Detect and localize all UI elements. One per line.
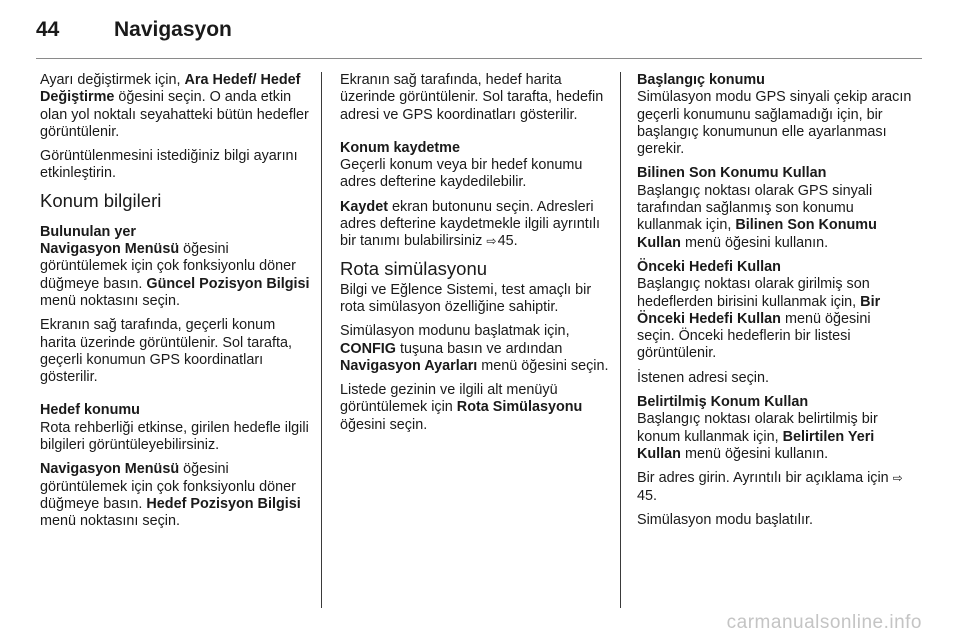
page-reference-arrow-icon: ⇨	[892, 471, 903, 486]
subheading-bulunulan-yer: Bulunulan yer	[40, 223, 136, 240]
paragraph: Başlangıç noktası olarak belirtilmiş bir konum kullanmak için, Belirtilen Yeri Kullan menü öğesini kullanın.	[637, 411, 878, 462]
column-3	[637, 72, 912, 536]
paragraph: Rota rehberliği etkinse, girilen hedefle ilgili bilgileri görüntüleyebilirsiniz.	[40, 419, 309, 454]
subheading-onceki-hedef: Önceki Hedefi Kullan	[637, 258, 781, 275]
paragraph: Bir adres girin. Ayrıntılı bir açıklama için ⇨ 45.	[637, 470, 903, 504]
page-reference[interactable]: 45.	[637, 487, 658, 504]
subheading-belirtilmis-konum: Belirtilmiş Konum Kullan	[637, 394, 809, 411]
paragraph: Geçerli konum veya bir hedef konumu adres defterine kaydedilebilir.	[340, 157, 583, 191]
page-reference-arrow-icon: ⇨	[486, 234, 497, 249]
paragraph: Ekranın sağ tarafında, hedef harita üzerinde görüntülenir. Sol tarafta, hedefin adresi ve GPS koordinatları gösterilir.	[340, 72, 604, 123]
column-2	[340, 72, 612, 441]
watermark: carmanualsonline.info	[726, 612, 922, 633]
paragraph: Simülasyon modunu başlatmak için, CONFIG tuşuna basın ve ardından Navigasyon Ayarları menü öğesini seçin.	[340, 323, 609, 374]
paragraph: Listede gezinin ve ilgili alt menüyü görüntülemek için Rota Simülasyonu öğesini seçin.	[340, 382, 583, 433]
paragraph: Ekranın sağ tarafında, geçerli konum harita üzerinde görüntülenir. Sol tarafta, geçerli konumun GPS koordinatları gösterilir.	[40, 317, 292, 386]
paragraph: Navigasyon Menüsü öğesini görüntülemek için çok fonksiyonlu döner düğmeye basın. Hedef Pozisyon Bilgisi menü noktasını seçin.	[40, 461, 301, 530]
paragraph: Navigasyon Menüsü öğesini görüntülemek için çok fonksiyonlu döner düğmeye basın. Güncel Pozisyon Bilgisi menü noktasını seçin.	[40, 241, 310, 309]
paragraph: Simülasyon modu başlatılır.	[637, 511, 813, 528]
header-rule	[36, 58, 922, 59]
paragraph: Ayarı değiştirmek için, Ara Hedef/ Hedef Değiştirme öğesini seçin. O anda etkin olan yol noktalı seyahatteki bütün hedefler görüntülenir.	[40, 72, 309, 140]
column-divider-1	[321, 72, 322, 608]
column-1	[40, 72, 310, 538]
page-reference[interactable]: 45.	[497, 233, 518, 250]
paragraph: Kaydet ekran butonunu seçin. Adresleri adres defterine kaydetmekle ilgili ayrıntılı bir tanımı bulabilirsiniz ⇨ 45.	[340, 198, 600, 250]
section-title: Navigasyon	[114, 18, 232, 41]
heading-rota-simulasyonu: Rota simülasyonu	[340, 257, 488, 279]
subheading-hedef-konumu: Hedef konumu	[40, 402, 140, 419]
heading-konum-bilgileri: Konum bilgileri	[40, 189, 162, 211]
subheading-bilinen-son-konum: Bilinen Son Konumu Kullan	[637, 165, 827, 182]
subheading-baslangic-konumu: Başlangıç konumu	[637, 72, 765, 88]
column-divider-2	[620, 72, 621, 608]
paragraph: Bilgi ve Eğlence Sistemi, test amaçlı bir rota simülasyon özelliğine sahiptir.	[340, 281, 592, 315]
paragraph: Simülasyon modu GPS sinyali çekip aracın geçerli konumunu sağlamadığı için, bir başlangıç konumunun elle ayarlanması gerekir.	[637, 89, 912, 158]
page-header	[36, 18, 922, 58]
paragraph: İstenen adresi seçin.	[637, 369, 769, 386]
page-number: 44	[36, 18, 60, 41]
subheading-konum-kaydetme: Konum kaydetme	[340, 139, 460, 156]
paragraph: Başlangıç noktası olarak girilmiş son hedeflerden birisini kullanmak için, Bir Önceki Hedefi Kullan menü öğesini seçin. Önceki hedeflerin bir listesi görüntülenir.	[637, 276, 881, 362]
paragraph: Görüntülenmesini istediğiniz bilgi ayarını etkinleştirin.	[40, 148, 298, 182]
paragraph: Başlangıç noktası olarak GPS sinyali tarafından sağlanmış son konumu kullanmak için, Bilinen Son Konumu Kullan menü öğesini kullanın.	[637, 182, 877, 251]
